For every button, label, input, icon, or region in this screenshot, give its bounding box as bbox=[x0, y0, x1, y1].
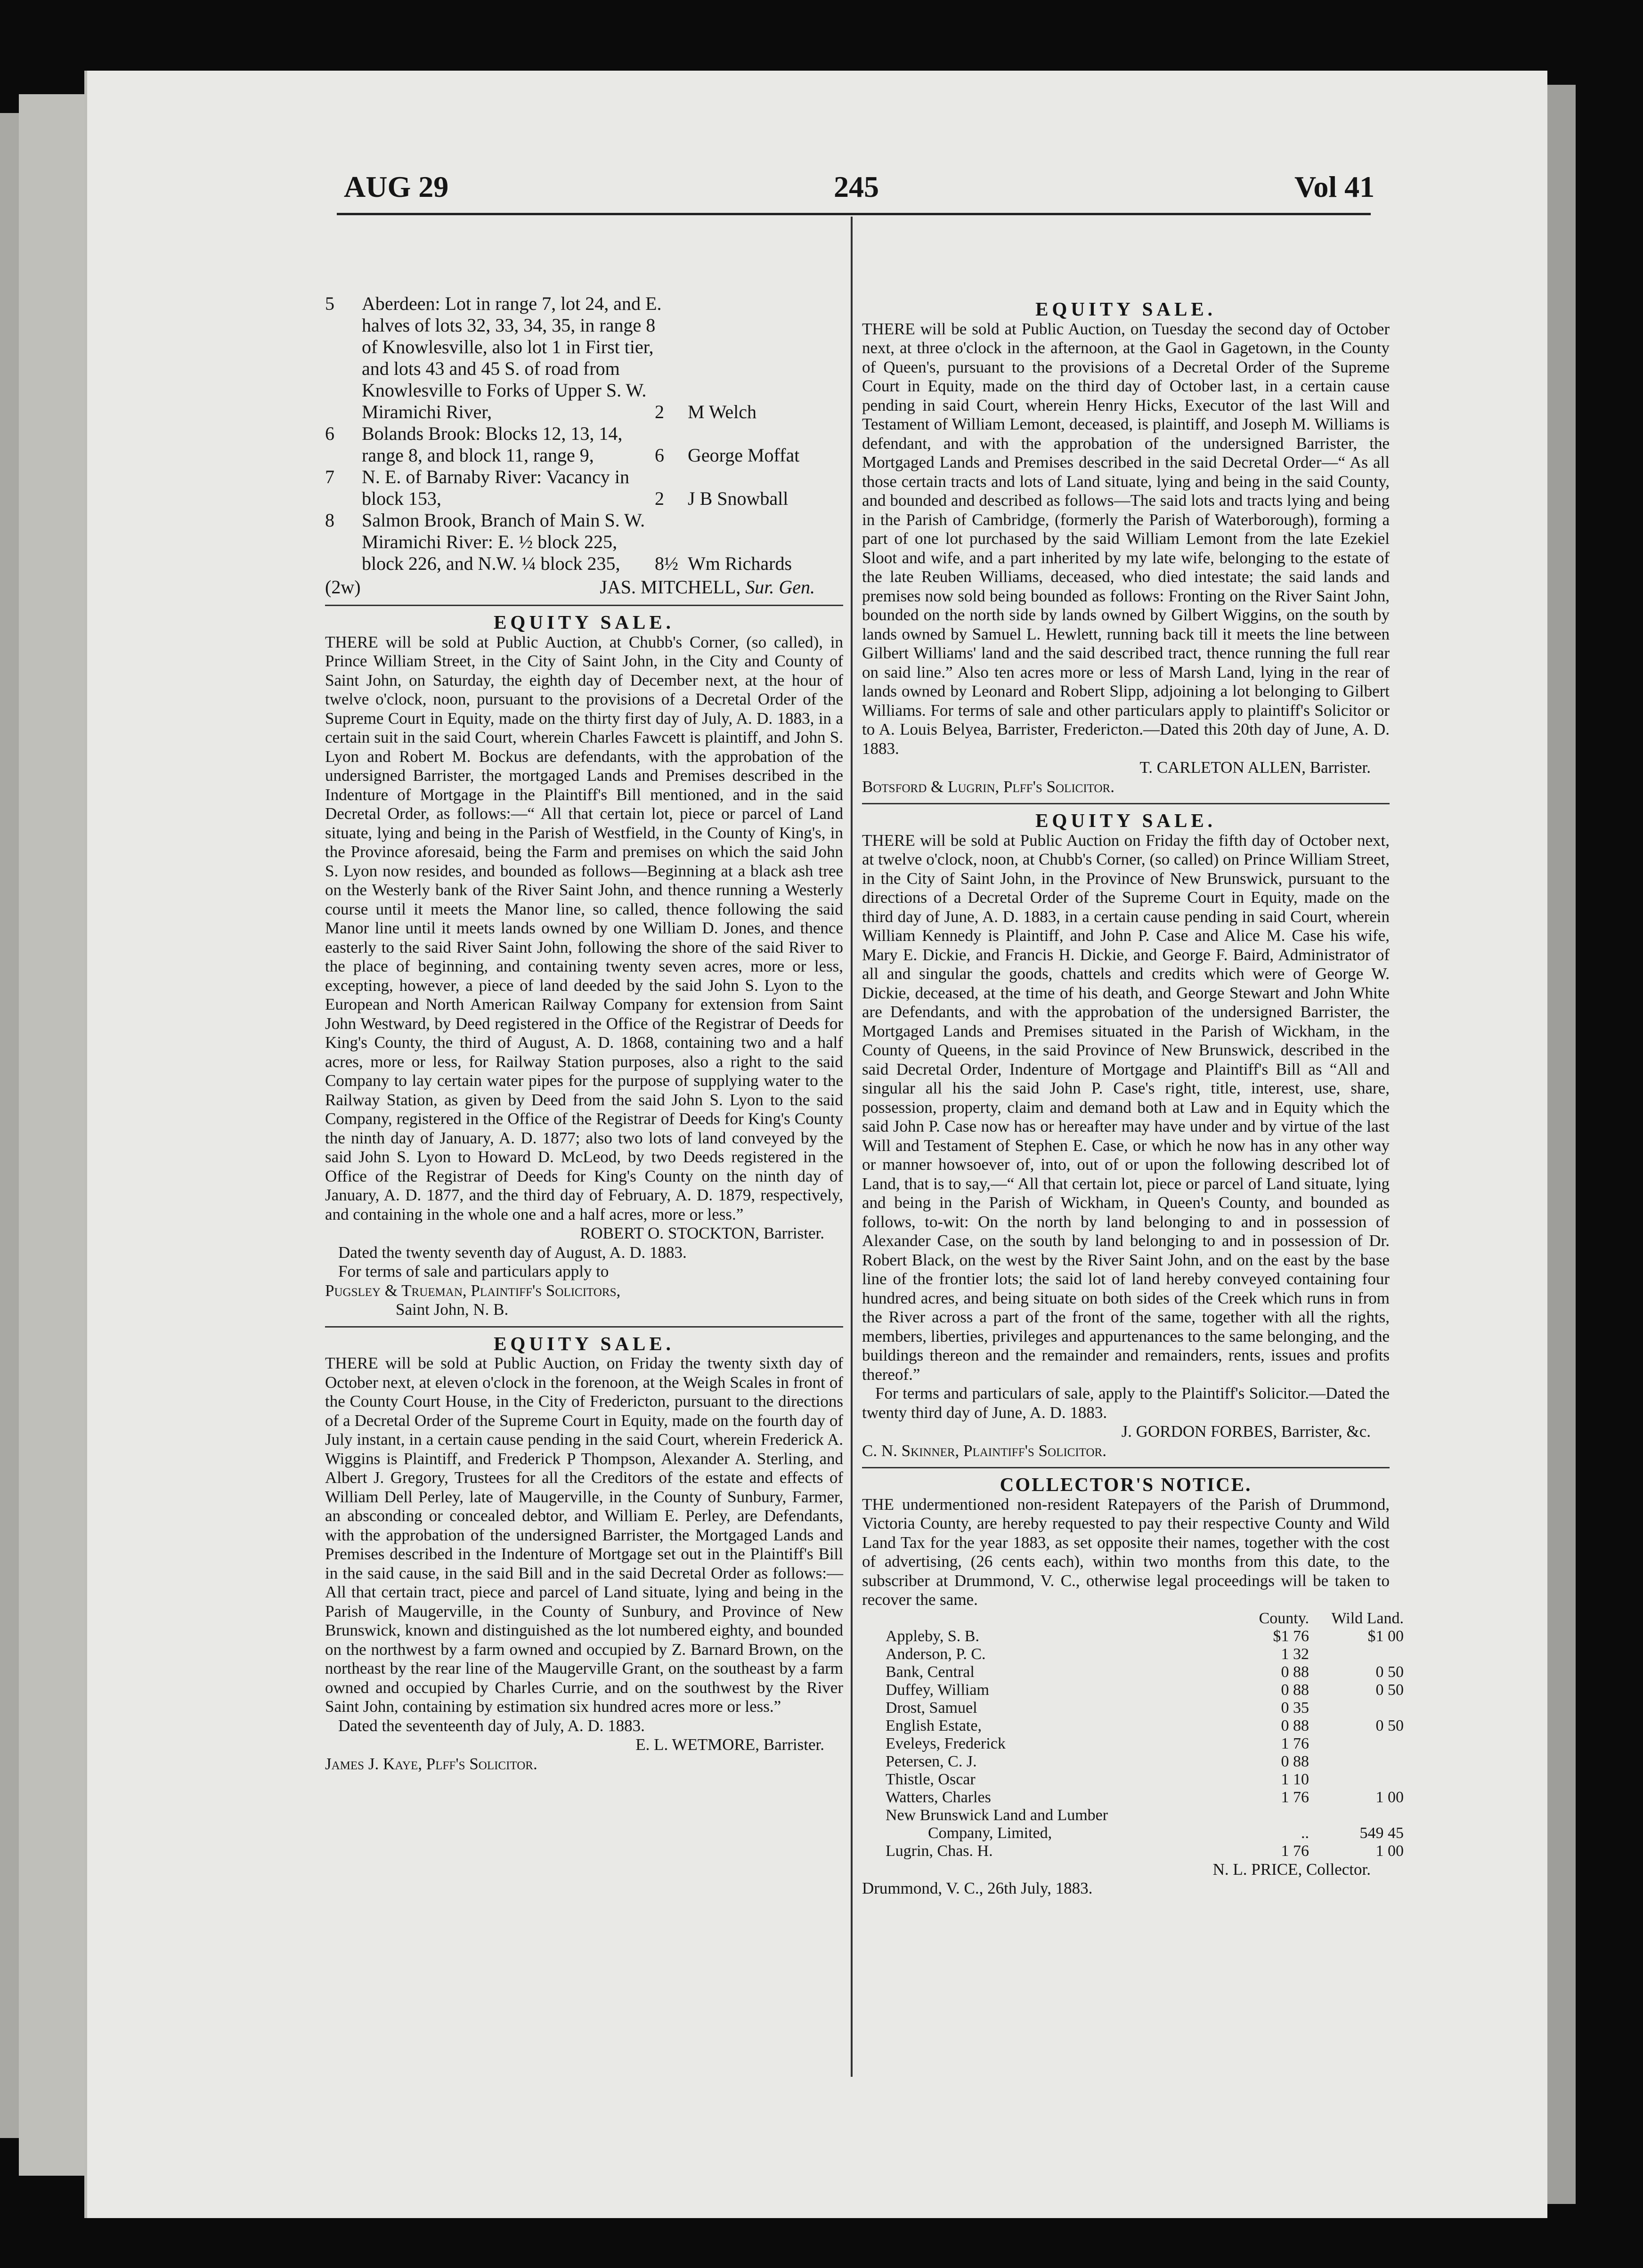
lot-owner: M Welch bbox=[688, 401, 757, 422]
lot-description: Aberdeen: Lot in range 7, lot 24, and E. halves of lots 32, 33, 34, 35, in range 8 of Knowlesville, also lot 1 in First tier, and lots 43 and 45 S. of road from Knowlesville to Forks of Upper S. W. Miramichi River, bbox=[362, 293, 662, 422]
ratepayer-name: Appleby, S. B. bbox=[886, 1627, 979, 1645]
notice-solicitors: Pugsley & Trueman, Plaintiff's Solicitors, bbox=[325, 1281, 621, 1300]
lot-entry bbox=[325, 510, 843, 575]
table-row bbox=[886, 1663, 1404, 1681]
wild-land-tax: 1 00 bbox=[1375, 1788, 1404, 1806]
page-edge-right bbox=[1547, 85, 1576, 2204]
county-tax: 0 88 bbox=[1281, 1681, 1310, 1699]
notice-solicitor: C. N. Skinner, Plaintiff's Solicitor. bbox=[862, 1441, 1106, 1460]
lot-owner: George Moffat bbox=[688, 445, 800, 466]
lot-number: 6 bbox=[325, 423, 334, 444]
ratepayer-table bbox=[886, 1610, 1404, 1860]
notice-body: THERE will be sold at Public Auction, at Chubb's Corner, (so called), in Prince William Street, in the City of Saint John, in the City and County of Saint John, on Saturday, the eighth day of December next, at the hour of twelve o'clock, noon, pursuant to the provisions of a Decretal Order of the Supreme Court in Equity, made on the thirty first day of July, A. D. 1883, in a certain suit in the said Court, wherein Charles Fawcett is plaintiff, and John S. Lyon and Robert M. Bockus are defendants, with the approbation of the undersigned Barrister, the mortgaged Lands and Premises described in the Indenture of Mortgage in the Plaintiff's Bill mentioned, and in the said Decretal Order, as follows:—“ All that certain lot, piece or parcel of Land situate, lying and being in the Parish of Westfield, in the County of King's, in the Province aforesaid, being the Farm and premises on which the said John S. Lyon now resides, and bounded as follows—Beginning at a black ash tree on the Westerly bank of the River Saint John, and thence running a Westerly course until it meets the Manor line, so called, thence following the said Manor line until it meets lands owned by one William D. Jones, and thence easterly to the said River Saint John, following the shore of the said River to the place of beginning, and containing twenty seven acres, more or less, excepting, however, a piece of land deeded by the said John S. Lyon to the European and North American Railway Company for extension from Saint John Westward, by Deed registered in the Office of the Registrar of Deeds for King's County, the third of August, A. D. 1868, containing two and a half acres, more or less, for Railway Station purposes, also a right to the said Company to lay certain water pipes for the purpose of supplying water to the Railway Station, as given by Deed from the said John S. Lyon to the said Company, registered in the Office of the Registrar of Deeds for King's County the ninth day of January, A. D. 1877; also two lots of land conveyed by the said John S. Lyon to Howard D. McLeod, by two Deeds registered in the Office of the Registrar of Deeds for King's County on the ninth day of January, A. D. 1877, and the third day of February, A. D. 1879, respectively, and containing in the whole one and a half acres, more or less.” bbox=[325, 632, 843, 1223]
lot-entry bbox=[325, 293, 843, 423]
ratepayer-name: Eveleys, Frederick bbox=[886, 1734, 1006, 1752]
header-rule bbox=[337, 213, 1371, 215]
wild-land-tax bbox=[1309, 1645, 1404, 1663]
wild-land-tax bbox=[1309, 1806, 1404, 1824]
lot-number: 8 bbox=[325, 510, 334, 531]
table-row bbox=[886, 1699, 1404, 1717]
county-tax: .. bbox=[1301, 1824, 1310, 1842]
wild-land-tax: $1 00 bbox=[1367, 1627, 1404, 1645]
collectors-notice bbox=[862, 1474, 1404, 1898]
notice-signer: ROBERT O. STOCKTON, Barrister. bbox=[579, 1224, 824, 1242]
column-divider bbox=[851, 217, 853, 2077]
lot-quantity: 2 bbox=[655, 401, 664, 422]
county-tax: 0 88 bbox=[1281, 1663, 1310, 1681]
section-rule bbox=[862, 803, 1390, 804]
county-tax: 1 76 bbox=[1281, 1734, 1310, 1752]
county-tax: 0 88 bbox=[1281, 1752, 1310, 1770]
left-column bbox=[325, 293, 843, 1774]
table-row bbox=[886, 1628, 1404, 1645]
ratepayer-name: Duffey, William bbox=[886, 1681, 989, 1699]
equity-sale-notice-2 bbox=[325, 1334, 843, 1774]
land-lots-list bbox=[325, 293, 843, 598]
wild-land-tax bbox=[1309, 1735, 1404, 1753]
wild-land-tax: 0 50 bbox=[1375, 1663, 1404, 1681]
wild-land-tax bbox=[1309, 1771, 1404, 1789]
notice-title: EQUITY SALE. bbox=[1035, 298, 1216, 320]
section-rule bbox=[325, 1326, 843, 1328]
ratepayer-name: Thistle, Oscar bbox=[886, 1770, 976, 1788]
table-row bbox=[886, 1753, 1404, 1771]
ratepayer-name: Lugrin, Chas. H. bbox=[886, 1842, 993, 1860]
table-row bbox=[886, 1842, 1404, 1860]
surveyor-title: Sur. Gen. bbox=[745, 576, 815, 598]
table-row bbox=[886, 1771, 1404, 1789]
lot-entry bbox=[325, 423, 843, 466]
notice-dated: Drummond, V. C., 26th July, 1883. bbox=[862, 1879, 1093, 1897]
county-tax: 1 32 bbox=[1281, 1645, 1310, 1663]
county-tax: 1 76 bbox=[1281, 1788, 1310, 1806]
lot-quantity: 6 bbox=[655, 445, 664, 466]
notice-dated: Dated the twenty seventh day of August, A. D. 1883. bbox=[338, 1243, 687, 1262]
notice-dated: Dated the seventeenth day of July, A. D. 1883. bbox=[338, 1716, 645, 1735]
notice-code: (2w) bbox=[325, 576, 361, 598]
page-number: 245 bbox=[834, 170, 879, 203]
equity-sale-notice-1 bbox=[325, 613, 843, 1320]
notice-title: EQUITY SALE. bbox=[494, 611, 675, 633]
ratepayer-name: New Brunswick Land and Lumber bbox=[886, 1806, 1108, 1824]
county-tax: 0 35 bbox=[1281, 1699, 1310, 1717]
lot-quantity: 8½ bbox=[655, 553, 678, 574]
notice-signer: J. GORDON FORBES, Barrister, &c. bbox=[1121, 1422, 1371, 1441]
county-tax: 1 10 bbox=[1281, 1770, 1310, 1788]
wild-land-tax: 1 00 bbox=[1375, 1842, 1404, 1860]
notice-terms: For terms and particulars of sale, apply to the Plaintiff's Solicitor.—Dated the twenty third day of June, A. D. 1883. bbox=[862, 1384, 1390, 1422]
notice-body: THERE will be sold at Public Auction, on Friday the twenty sixth day of October next, at eleven o'clock in the forenoon, at the Weigh Scales in front of the County Court House, in the City of Fredericton, pursuant to the directions of a Decretal Order of the Supreme Court in Equity, made on the fourth day of July instant, in a certain cause pending in the said Court, wherein Frederick A. Wiggins is Plaintiff, and Frederick P Thompson, Alexander A. Sterling, and Albert J. Gregory, Trustees for all the Creditors of the estate and effects of William Dell Perley, late of Maugerville, in the County of Sunbury, Farmer, an absconding or concealed debtor, and William E. Perley, are Defendants, with the approbation of the undersigned Barrister, the Mortgaged Lands and Premises described in the Indenture of Mortgage set out in the Plaintiff's Bill in the said cause, in the said Bill and in the said Decretal Order as follows:—All that certain tract, piece and parcel of Land situate, lying and being in the Parish of Maugerville, in the County of Sunbury, and Province of New Brunswick, known and distinguished as the lot numbered eighty, and bounded on the northwest by a farm owned and occupied by Z. Barnard Brown, on the northeast by the rear line of the Maugerville Grant, on the southeast by a farm owned and occupied by Charles Currie, and on the southwest by the River Saint John, containing by estimation six hundred acres more or less.” bbox=[325, 1354, 843, 1716]
volume-number: Vol 41 bbox=[1294, 170, 1375, 203]
column-header-county: County. bbox=[1259, 1609, 1310, 1627]
county-tax bbox=[1229, 1806, 1309, 1824]
column-header-wild-land: Wild Land. bbox=[1331, 1609, 1404, 1627]
equity-sale-notice-3 bbox=[862, 300, 1390, 796]
notice-solicitor: Botsford & Lugrin, Plff's Solicitor. bbox=[862, 777, 1114, 796]
wild-land-tax: 0 50 bbox=[1375, 1717, 1404, 1734]
section-rule bbox=[325, 605, 843, 606]
lot-description: Bolands Brook: Blocks 12, 13, 14, range 8, and block 11, range 9, bbox=[362, 423, 623, 466]
ratepayer-name: Bank, Central bbox=[886, 1663, 975, 1681]
table-row bbox=[886, 1735, 1404, 1753]
notice-title: EQUITY SALE. bbox=[1035, 810, 1216, 831]
notice-terms: For terms of sale and particulars apply to bbox=[338, 1262, 609, 1280]
ratepayer-name: Watters, Charles bbox=[886, 1788, 991, 1806]
county-tax: $1 76 bbox=[1273, 1627, 1310, 1645]
notice-body: THERE will be sold at Public Auction on Friday the fifth day of October next, at twelve o'clock, noon, at Chubb's Corner, (so called) on Prince William Street, in the City of Saint John, in the Province of New Brunswick, pursuant to the directions of a Decretal Order of the Supreme Court in Equity, made on the third day of June, A. D. 1883, in a certain cause pending in said Court, wherein William Kennedy is Plaintiff, and John P. Case and Alice M. Case his wife, Mary E. Dickie, and Francis H. Dickie, and George F. Baird, Administrator of all and singular the goods, chattels and credits which were of George W. Dickie, deceased, at the time of his death, and George Stewart and John White are Defendants, and with the approbation of the undersigned Barrister, the Mortgaged Lands and Premises situated in the Parish of Wickham, in the County of Queens, in the said Province of New Brunswick, described in the said Decretal Order, Indenture of Mortgage and Plaintiff's Bill as “All and singular all his the said John P. Case's right, title, interest, use, share, possession, property, claim and demand both at Law and in Equity which the said John P. Case now has or hereafter may have under and by virtue of the last Will and Testament of Stephen E. Case, or which he now has in any other way or manner howsoever of, into, out of or upon the following described lot of Land, that is to say,—“ All that certain lot, piece or parcel of Land situate, lying and being in the Parish of Wickham, in Queen's County, and bounded as follows, to-wit: On the north by land belonging to and in possession of Alexander Case, on the south by land belonging to and in possession of Dr. Robert Black, on the west by the River Saint John, and on the east by the base line of the frontier lots; the said lot of land hereby conveyed containing four hundred acres, and being situate on both sides of the Creek which runs in from the River across a part of the front of the same, together with all the rights, members, liberties, privileges and appurtenances to the same belonging, and the buildings thereon and the remainder and remainders, rents, issues and profits thereof.” bbox=[862, 831, 1390, 1384]
table-row bbox=[886, 1806, 1404, 1824]
lot-number: 7 bbox=[325, 466, 334, 487]
county-tax: 0 88 bbox=[1281, 1717, 1310, 1734]
lot-entry bbox=[325, 466, 843, 510]
table-header-row bbox=[886, 1610, 1404, 1628]
equity-sale-notice-4 bbox=[862, 811, 1390, 1460]
surveyor-name: JAS. MITCHELL, bbox=[600, 576, 741, 598]
table-row bbox=[886, 1717, 1404, 1735]
notice-solicitor: James J. Kaye, Plff's Solicitor. bbox=[325, 1754, 537, 1773]
ratepayer-name: Petersen, C. J. bbox=[886, 1752, 977, 1770]
wild-land-tax: 549 45 bbox=[1359, 1824, 1404, 1842]
ratepayer-name: Anderson, P. C. bbox=[886, 1645, 986, 1663]
page-stack-edge bbox=[19, 94, 94, 2176]
notice-signer: T. CARLETON ALLEN, Barrister. bbox=[1139, 758, 1371, 777]
lot-owner: Wm Richards bbox=[688, 553, 792, 574]
wild-land-tax bbox=[1309, 1699, 1404, 1717]
lot-quantity: 2 bbox=[655, 488, 664, 509]
issue-date: AUG 29 bbox=[344, 170, 449, 203]
ratepayer-name: English Estate, bbox=[886, 1717, 982, 1734]
lot-description: N. E. of Barnaby River: Vacancy in block 153, bbox=[362, 466, 629, 509]
table-row bbox=[886, 1645, 1404, 1663]
notice-body: THE undermentioned non-resident Ratepayers of the Parish of Drummond, Victoria County, are hereby requested to pay their respective County and Wild Land Tax for the year 1883, as set opposite their names, together with the cost of advertising, (26 cents each), within two months from this date, to the subscriber at Drummond, V. C., otherwise legal proceedings will be taken to recover the same. bbox=[862, 1495, 1390, 1609]
lots-footer bbox=[325, 576, 843, 598]
county-tax: 1 76 bbox=[1281, 1842, 1310, 1860]
table-row bbox=[886, 1789, 1404, 1806]
ratepayer-name: Drost, Samuel bbox=[886, 1699, 977, 1717]
table-row bbox=[886, 1824, 1404, 1842]
right-column bbox=[862, 297, 1404, 1898]
notice-title: EQUITY SALE. bbox=[494, 1332, 675, 1354]
lot-number: 5 bbox=[325, 293, 334, 314]
lot-description: Salmon Brook, Branch of Main S. W. Miramichi River: E. ½ block 225, block 226, and N.W. ¼ block 235, bbox=[362, 510, 645, 574]
ratepayer-name: Company, Limited, bbox=[928, 1824, 1052, 1842]
notice-signer: E. L. WETMORE, Barrister. bbox=[635, 1735, 824, 1754]
wild-land-tax bbox=[1309, 1753, 1404, 1771]
notice-body: THERE will be sold at Public Auction, on Tuesday the second day of October next, at three o'clock in the afternoon, at the Gaol in Gagetown, in the County of Queen's, pursuant to the provisions of a Decretal Order of the Supreme Court in Equity, made on the third day of October last, in a certain cause pending in said Court, wherein Henry Hicks, Executor of the last Will and Testament of William Lemont, deceased, is plaintiff, and Joseph M. Williams is defendant, and with the approbation of the undersigned Barrister, the Mortgaged Lands and Premises described in the said Decretal Order—“ As all those certain tracts and lots of Land situate, lying and being in the said County, and bounded and described as follows—The said lots and tracts lying and being in the Parish of Cambridge, (formerly the Parish of Waterborough), forming a part of one lot purchased by the said William Lemont from the late Ezekiel Sloot and wife, and a part inherited by my late wife, belonging to the estate of the late Reuben Williams, deceased, who died intestate; the said lands and premises now sold being bounded as follows: Fronting on the River Saint John, bounded on the north side by lands owned by Gilbert Wiggins, on the south by lands owned by Samuel L. Hewlett, running back till it meets the line between Gilbert Williams' land and the said described tract, thence running the full rear on said line.” Also ten acres more or less of Marsh Land, lying in the rear of lands owned by Leonard and Robert Slipp, adjoining a lot belonging to Gilbert Williams. For terms of sale and other particulars apply to plaintiff's Solicitor or to A. Louis Belyea, Barrister, Fredericton.—Dated this 20th day of June, A. D. 1883. bbox=[862, 319, 1390, 758]
section-rule bbox=[862, 1467, 1390, 1468]
notice-solicitors-place: Saint John, N. B. bbox=[396, 1300, 509, 1319]
wild-land-tax: 0 50 bbox=[1375, 1681, 1404, 1699]
notice-title: COLLECTOR'S NOTICE. bbox=[1000, 1474, 1252, 1495]
table-row bbox=[886, 1681, 1404, 1699]
lot-owner: J B Snowball bbox=[688, 488, 789, 509]
notice-signer: N. L. PRICE, Collector. bbox=[1212, 1860, 1371, 1879]
